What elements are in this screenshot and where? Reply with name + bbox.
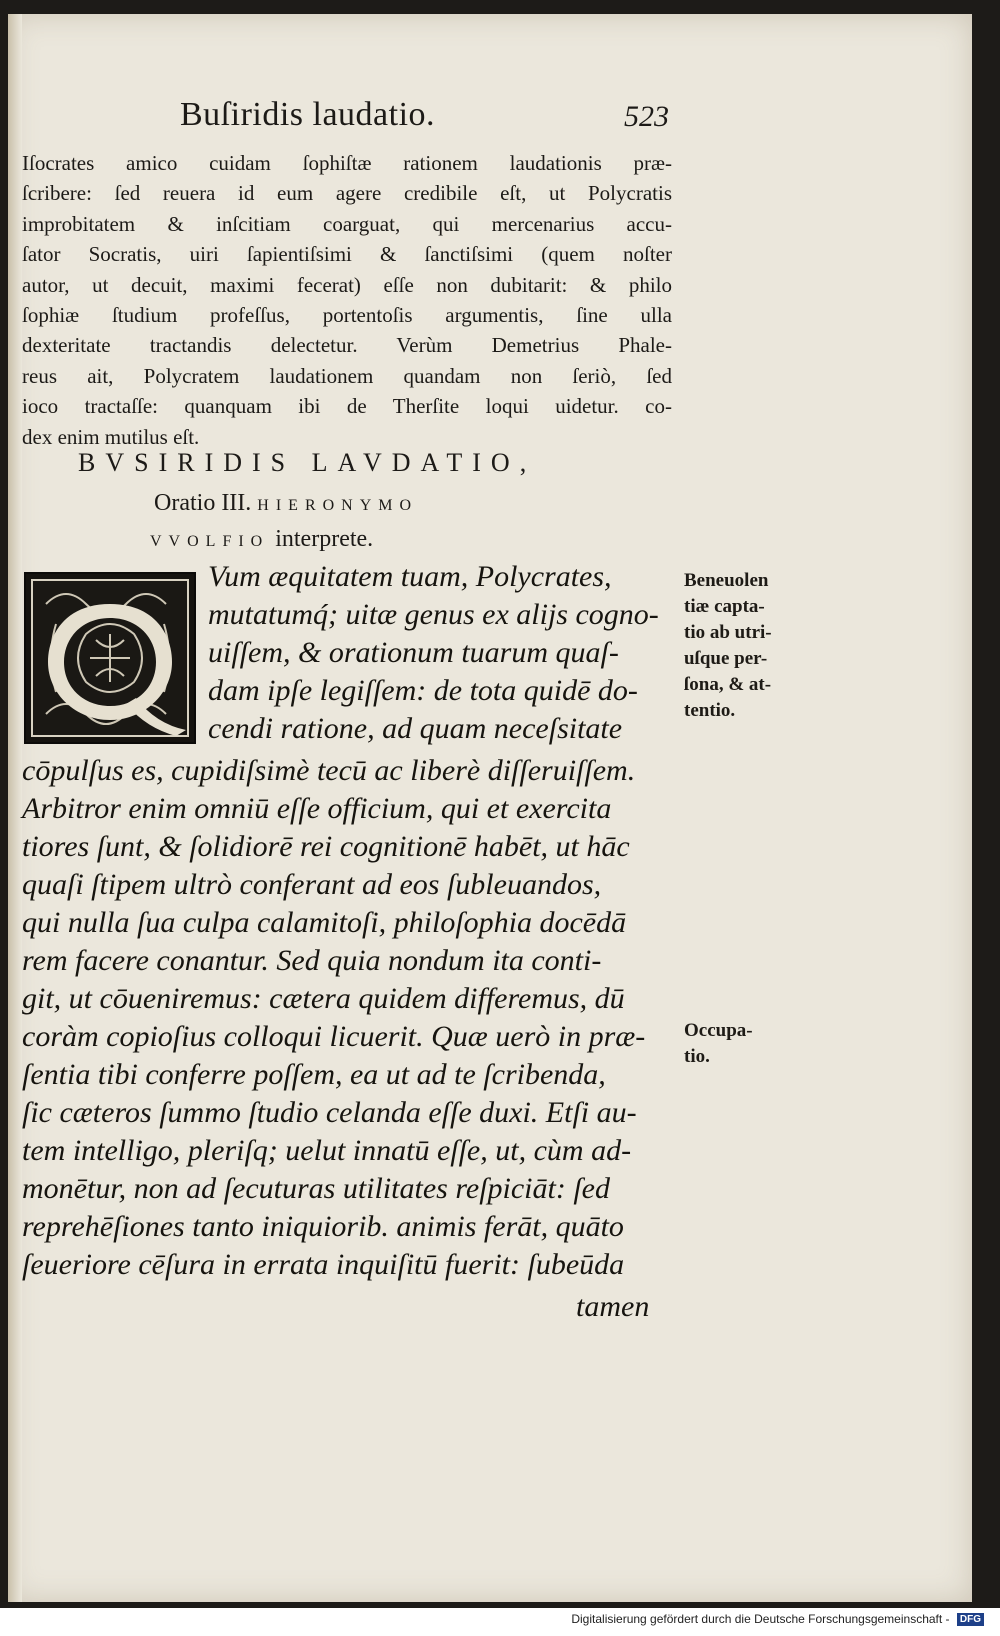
translator-first-name: HIERONYMO	[257, 497, 419, 514]
argument-line: reus ait, Polycratem laudationem quandam non ſeriò, ſed	[22, 363, 672, 388]
body-line: cendi ratione, ad quam neceſsitate	[208, 712, 623, 745]
argument-line: dex enim mutilus eſt.	[22, 424, 200, 449]
oration-title: BVSIRIDIS LAVDATIO,	[78, 448, 537, 477]
marginal-line: ſona, & at-	[684, 674, 772, 695]
marginal-note-beneuolentia	[684, 568, 772, 724]
marginal-line: tiæ capta-	[684, 596, 765, 617]
marginal-note-occupatio	[684, 1018, 753, 1070]
marginal-line: Beneuolen	[684, 570, 769, 591]
marginal-line: tio.	[684, 1046, 710, 1067]
argument-line: dexteritate tractandis delectetur. Verùm Demetrius Phale-	[22, 333, 672, 358]
body-line: ſic cæteros ſummo ſtudio celanda eſſe duxi. Etſi au-	[22, 1096, 637, 1129]
marginal-line: tentio.	[684, 700, 736, 721]
argument-line: autor, ut decuit, maximi fecerat) eſſe non dubitarit: & philo	[22, 272, 672, 297]
body-line: Arbitror enim omniū eſſe officium, qui et exercita	[22, 792, 612, 825]
oration-number: Oratio III.	[154, 490, 252, 516]
running-head: Buſiridis laudatio.	[180, 96, 436, 133]
credit-text: Digitalisierung gefördert durch die Deutsche Forschungsgemeinschaft -	[571, 1612, 950, 1626]
argument-line: ſophiæ ſtudium profeſſus, portentoſis argumentis, ſine ulla	[22, 303, 672, 328]
body-line: Vum æquitatem tuam, Polycrates,	[208, 560, 612, 593]
dfg-logo-icon: DFG	[957, 1613, 984, 1626]
page-number: 523	[624, 100, 669, 133]
body-line: qui nulla ſua culpa calamitoſi, philoſophia docēdā	[22, 906, 627, 939]
argument-line: ioco tractaſſe: quanquam ibi de Therſite loqui uidetur. co-	[22, 394, 672, 419]
marginal-line: uſque per-	[684, 648, 768, 669]
body-line: uiſſem, & orationum tuarum quaſ-	[208, 636, 619, 669]
argument-line: Iſocrates amico cuidam ſophiſtæ rationem laudationis præ-	[22, 151, 672, 175]
body-line: git, ut cōueniremus: cætera quidem differemus, dū	[22, 982, 625, 1015]
body-line: coràm copioſius colloqui licuerit. Quæ uerò in præ-	[22, 1020, 646, 1053]
marginal-line: tio ab utri-	[684, 622, 772, 643]
body-line: ſeueriore cēſura in errata inquiſitū fuerit: ſubeūda	[22, 1248, 625, 1281]
argument-line: ſator Socratis, uiri ſapientiſsimi & ſanctiſsimi (quem noſter	[22, 242, 672, 267]
body-line: reprehēſiones tanto iniquiorib. animis ferāt, quāto	[22, 1210, 624, 1243]
translator-surname: VVOLFIO	[150, 533, 270, 550]
body-line: quaſi ſtipem ultrò conferant ad eos ſubleuandos,	[22, 868, 602, 901]
body-line: mutatumq́; uitæ genus ex alijs cogno-	[208, 598, 659, 631]
body-line: cōpulſus es, cupidiſsimè tecū ac liberè diſſeruiſſem.	[22, 754, 636, 787]
argument-line: ſcribere: ſed reuera id eum agere credibile eſt, ut Polycratis	[22, 181, 672, 206]
body-line: rem facere conantur. Sed quia nondum ita conti-	[22, 944, 602, 977]
body-line: tiores ſunt, & ſolidiorē rei cognitionē habēt, ut hāc	[22, 830, 630, 863]
body-line: monētur, non ad ſecuturas utilitates reſpiciāt: ſed	[22, 1172, 610, 1205]
interprete-label: interprete.	[275, 526, 374, 552]
marginal-line: Occupa-	[684, 1020, 753, 1041]
catchword: tamen	[576, 1290, 650, 1323]
body-line: dam ipſe legiſſem: de tota quidē do-	[208, 674, 638, 707]
argument-line: improbitatem & inſcitiam coarguat, qui mercenarius accu-	[22, 211, 672, 236]
body-line: tem intelligo, pleriſq; uelut innatū eſſe, ut, cùm ad-	[22, 1134, 632, 1167]
digitization-credit	[571, 1612, 984, 1626]
body-line: ſentia tibi conferre poſſem, ea ut ad te ſcribenda,	[22, 1058, 606, 1091]
